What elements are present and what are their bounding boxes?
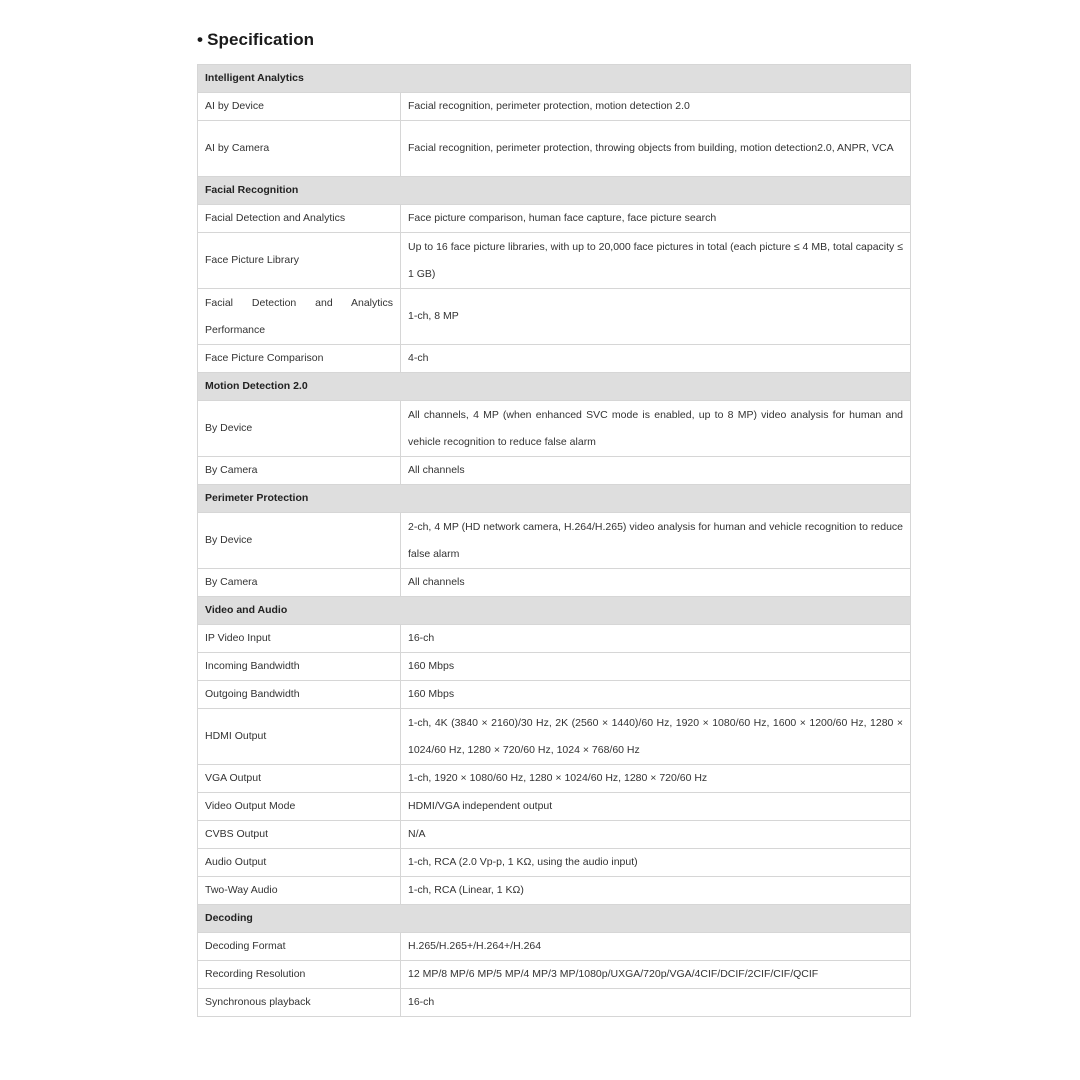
spec-row (198, 933, 911, 961)
spec-value: 1-ch, RCA (Linear, 1 KΩ) (401, 877, 911, 905)
spec-row (198, 821, 911, 849)
spec-label: IP Video Input (198, 625, 401, 653)
spec-label: Outgoing Bandwidth (198, 681, 401, 709)
spec-value: All channels (401, 569, 911, 597)
spec-row (198, 625, 911, 653)
spec-row (198, 961, 911, 989)
spec-row (198, 989, 911, 1017)
spec-row (198, 121, 911, 177)
spec-row (198, 401, 911, 457)
spec-label: HDMI Output (198, 709, 401, 765)
spec-value: 1-ch, 4K (3840 × 2160)/30 Hz, 2K (2560 × 1440)/60 Hz, 1920 × 1080/60 Hz, 1600 × 1200/60 Hz, 1280 × 1024/60 Hz, 1280 × 720/60 Hz, 1024 × 768/60 Hz (401, 709, 911, 765)
section-heading: Intelligent Analytics (198, 65, 911, 93)
spec-row (198, 93, 911, 121)
spec-value: All channels, 4 MP (when enhanced SVC mode is enabled, up to 8 MP) video analysis for human and vehicle recognition to reduce false alarm (401, 401, 911, 457)
section-header-row (198, 373, 911, 401)
spec-label: Facial Detection and Analytics Performance (198, 289, 401, 345)
spec-row (198, 877, 911, 905)
section-header-row (198, 597, 911, 625)
spec-label: AI by Camera (198, 121, 401, 177)
spec-row (198, 653, 911, 681)
spec-label: Decoding Format (198, 933, 401, 961)
section-heading: Facial Recognition (198, 177, 911, 205)
spec-label: CVBS Output (198, 821, 401, 849)
spec-row (198, 457, 911, 485)
bullet-icon: • (197, 30, 204, 49)
spec-row (198, 765, 911, 793)
spec-value: 16-ch (401, 989, 911, 1017)
section-header-row (198, 485, 911, 513)
spec-value: Facial recognition, perimeter protection, throwing objects from building, motion detection2.0, ANPR, VCA (401, 121, 911, 177)
spec-label: Face Picture Comparison (198, 345, 401, 373)
spec-value: H.265/H.265+/H.264+/H.264 (401, 933, 911, 961)
spec-label: Synchronous playback (198, 989, 401, 1017)
spec-label: VGA Output (198, 765, 401, 793)
section-heading: Decoding (198, 905, 911, 933)
section-heading: Perimeter Protection (198, 485, 911, 513)
section-header-row (198, 177, 911, 205)
spec-value: All channels (401, 457, 911, 485)
spec-value: 1-ch, 8 MP (401, 289, 911, 345)
specification-table (197, 64, 911, 1017)
spec-value: HDMI/VGA independent output (401, 793, 911, 821)
spec-label: Audio Output (198, 849, 401, 877)
spec-label: Face Picture Library (198, 233, 401, 289)
spec-value: 160 Mbps (401, 681, 911, 709)
section-header-row (198, 905, 911, 933)
section-heading: Motion Detection 2.0 (198, 373, 911, 401)
spec-label: Incoming Bandwidth (198, 653, 401, 681)
spec-row (198, 681, 911, 709)
spec-label: Facial Detection and Analytics (198, 205, 401, 233)
spec-label: Video Output Mode (198, 793, 401, 821)
spec-label: AI by Device (198, 93, 401, 121)
spec-label: Recording Resolution (198, 961, 401, 989)
section-header-row (198, 65, 911, 93)
spec-label: By Camera (198, 569, 401, 597)
spec-value: N/A (401, 821, 911, 849)
spec-value: Facial recognition, perimeter protection, motion detection 2.0 (401, 93, 911, 121)
spec-row (198, 289, 911, 345)
spec-value: 4-ch (401, 345, 911, 373)
spec-value: 2-ch, 4 MP (HD network camera, H.264/H.265) video analysis for human and vehicle recognition to reduce false alarm (401, 513, 911, 569)
spec-row (198, 233, 911, 289)
spec-label: By Camera (198, 457, 401, 485)
spec-row (198, 345, 911, 373)
section-heading: Video and Audio (198, 597, 911, 625)
spec-value: 1-ch, RCA (2.0 Vp-p, 1 KΩ, using the audio input) (401, 849, 911, 877)
spec-row (198, 793, 911, 821)
spec-value: Up to 16 face picture libraries, with up to 20,000 face pictures in total (each picture ≤ 4 MB, total capacity ≤ 1 GB) (401, 233, 911, 289)
spec-value: 12 MP/8 MP/6 MP/5 MP/4 MP/3 MP/1080p/UXGA/720p/VGA/4CIF/DCIF/2CIF/CIF/QCIF (401, 961, 911, 989)
spec-value: 16-ch (401, 625, 911, 653)
spec-row (198, 205, 911, 233)
spec-row (198, 513, 911, 569)
title-text: Specification (207, 30, 315, 49)
spec-row (198, 569, 911, 597)
spec-value: 1-ch, 1920 × 1080/60 Hz, 1280 × 1024/60 Hz, 1280 × 720/60 Hz (401, 765, 911, 793)
spec-label: By Device (198, 513, 401, 569)
spec-row (198, 849, 911, 877)
spec-label: Two-Way Audio (198, 877, 401, 905)
spec-label: By Device (198, 401, 401, 457)
spec-value: Face picture comparison, human face capture, face picture search (401, 205, 911, 233)
spec-row (198, 709, 911, 765)
page-title (197, 30, 314, 50)
spec-value: 160 Mbps (401, 653, 911, 681)
